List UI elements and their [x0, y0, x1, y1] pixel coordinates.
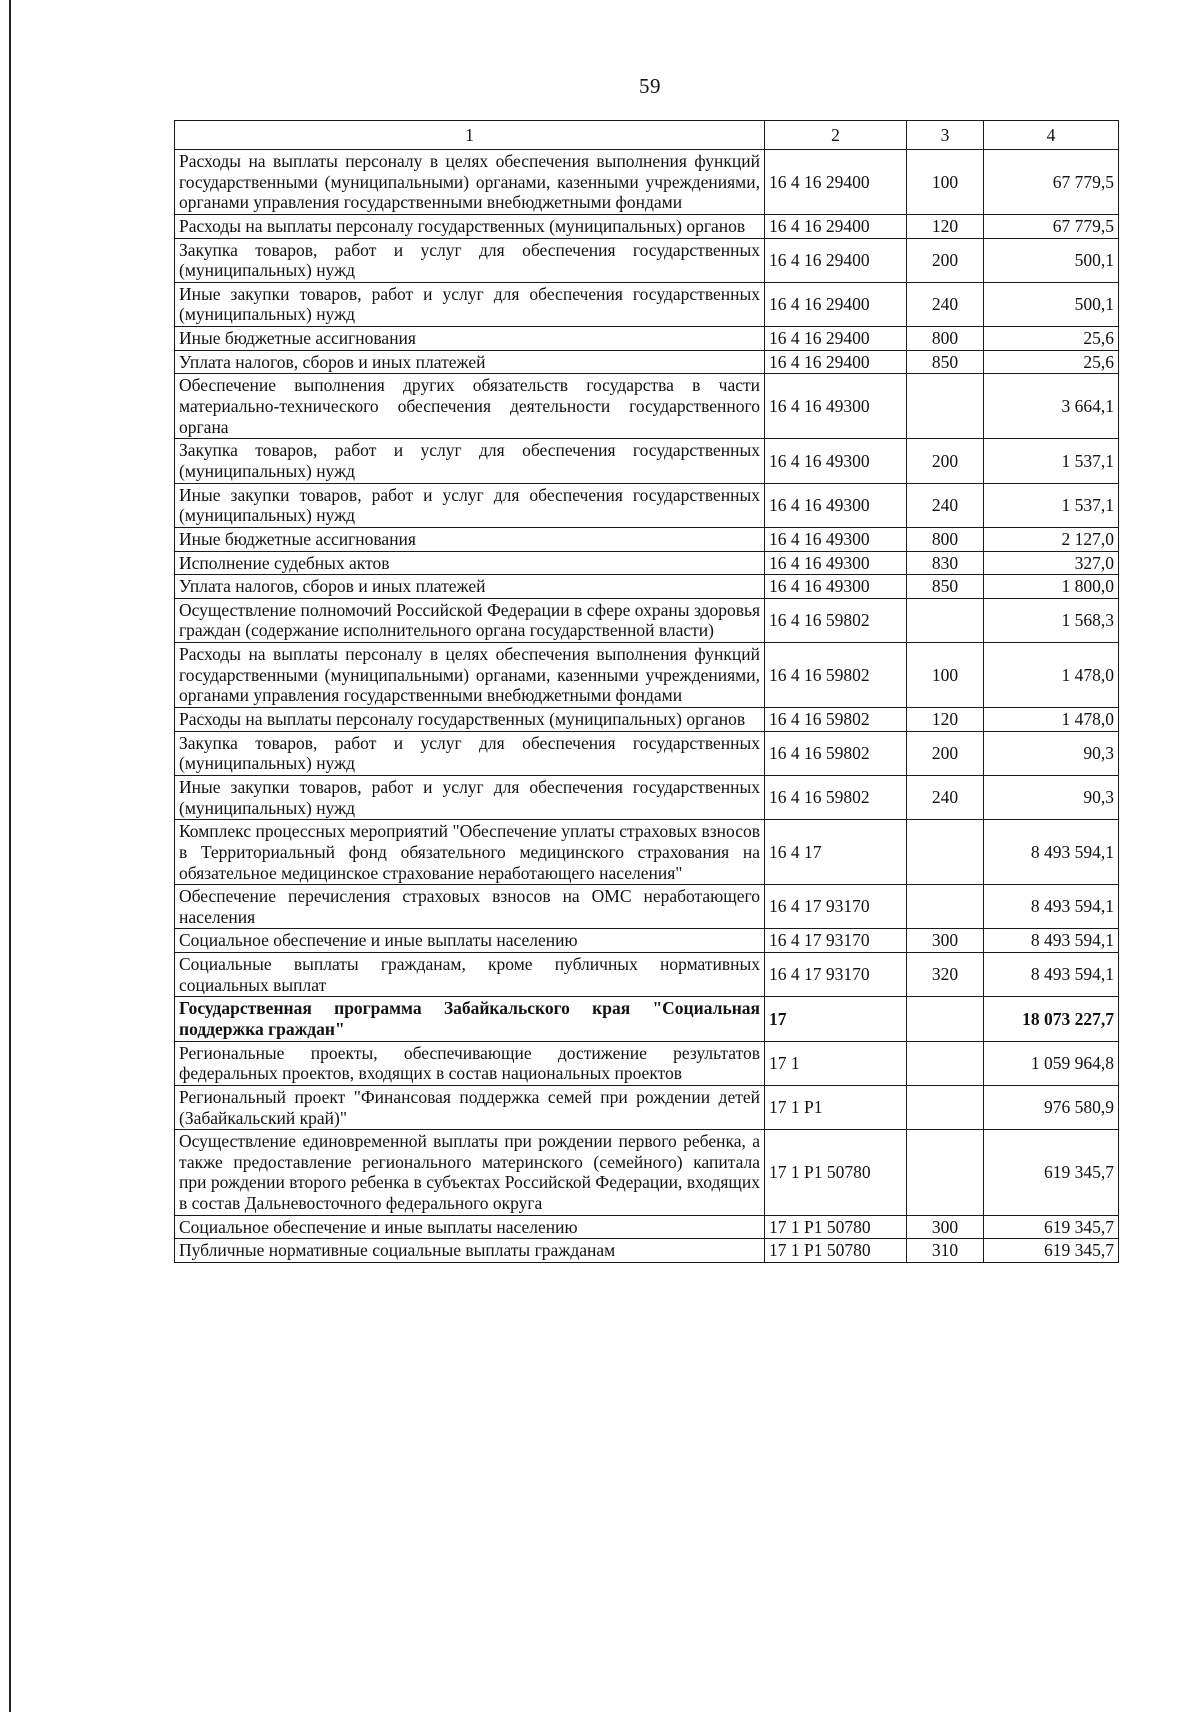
row-target-code: 16 4 16 59802	[765, 598, 907, 642]
row-amount: 67 779,5	[984, 150, 1119, 215]
row-amount: 1 478,0	[984, 708, 1119, 732]
table-row	[175, 820, 1119, 885]
row-description: Осуществление единовременной выплаты при рождении первого ребенка, а также предоставление регионального материнского (семейного) капитала при рождении второго ребенка в субъектах Российской Федерации, входящих в состав Дальневосточного федерального округа	[175, 1130, 765, 1216]
row-description: Обеспечение выполнения других обязательств государства в части материально-технического обеспечения деятельности государственного органа	[175, 374, 765, 439]
row-expense-type: 200	[907, 731, 984, 775]
row-amount: 8 493 594,1	[984, 885, 1119, 929]
table-row	[175, 1239, 1119, 1263]
row-target-code: 16 4 17 93170	[765, 953, 907, 997]
row-amount: 1 800,0	[984, 575, 1119, 599]
row-expense-type: 320	[907, 953, 984, 997]
budget-table	[174, 120, 1119, 1263]
row-amount: 67 779,5	[984, 214, 1119, 238]
row-description: Государственная программа Забайкальского края "Социальная поддержка граждан"	[175, 997, 765, 1041]
row-expense-type: 200	[907, 439, 984, 483]
row-expense-type: 300	[907, 929, 984, 953]
column-header-1: 1	[175, 121, 765, 150]
row-amount: 90,3	[984, 775, 1119, 819]
row-amount: 2 127,0	[984, 527, 1119, 551]
row-amount: 8 493 594,1	[984, 929, 1119, 953]
row-description: Социальное обеспечение и иные выплаты населению	[175, 929, 765, 953]
row-expense-type	[907, 885, 984, 929]
page-number: 59	[639, 74, 661, 98]
table-row	[175, 1215, 1119, 1239]
table-row	[175, 374, 1119, 439]
row-amount: 500,1	[984, 282, 1119, 326]
row-target-code: 16 4 16 29400	[765, 350, 907, 374]
table-row	[175, 997, 1119, 1041]
table-row	[175, 708, 1119, 732]
table-row	[175, 953, 1119, 997]
table-row	[175, 214, 1119, 238]
row-expense-type: 100	[907, 643, 984, 708]
row-description: Региональные проекты, обеспечивающие достижение результатов федеральных проектов, входящих в состав национальных проектов	[175, 1041, 765, 1085]
row-target-code: 17 1 Р1	[765, 1085, 907, 1129]
row-amount: 25,6	[984, 327, 1119, 351]
row-target-code: 16 4 16 29400	[765, 214, 907, 238]
row-expense-type: 850	[907, 350, 984, 374]
table-row	[175, 598, 1119, 642]
row-amount: 18 073 227,7	[984, 997, 1119, 1041]
row-description: Региональный проект "Финансовая поддержка семей при рождении детей (Забайкальский край)"	[175, 1085, 765, 1129]
row-target-code: 17 1 Р1 50780	[765, 1239, 907, 1263]
row-expense-type	[907, 1041, 984, 1085]
column-header-3: 3	[907, 121, 984, 150]
row-description: Комплекс процессных мероприятий "Обеспечение уплаты страховых взносов в Территориальный фонд обязательного медицинского страхования на обязательное медицинское страхование неработающего населения"	[175, 820, 765, 885]
row-description: Осуществление полномочий Российской Федерации в сфере охраны здоровья граждан (содержание исполнительного органа государственной власти)	[175, 598, 765, 642]
row-amount: 8 493 594,1	[984, 953, 1119, 997]
table-row	[175, 282, 1119, 326]
row-description: Расходы на выплаты персоналу в целях обеспечения выполнения функций государственными (муниципальными) органами, казенными учреждениями, органами управления государственными внебюджетными фондами	[175, 643, 765, 708]
row-amount: 90,3	[984, 731, 1119, 775]
row-amount: 619 345,7	[984, 1130, 1119, 1216]
row-amount: 1 478,0	[984, 643, 1119, 708]
row-expense-type: 120	[907, 708, 984, 732]
row-description: Закупка товаров, работ и услуг для обеспечения государственных (муниципальных) нужд	[175, 439, 765, 483]
row-target-code: 16 4 17 93170	[765, 929, 907, 953]
binder-edge-line	[9, 0, 11, 1712]
column-header-4: 4	[984, 121, 1119, 150]
row-expense-type	[907, 1130, 984, 1216]
row-target-code: 16 4 16 49300	[765, 575, 907, 599]
table-row	[175, 350, 1119, 374]
row-target-code: 16 4 16 59802	[765, 708, 907, 732]
row-expense-type	[907, 820, 984, 885]
row-target-code: 16 4 16 49300	[765, 483, 907, 527]
row-target-code: 16 4 16 29400	[765, 150, 907, 215]
row-description: Иные закупки товаров, работ и услуг для обеспечения государственных (муниципальных) нужд	[175, 483, 765, 527]
row-amount: 500,1	[984, 238, 1119, 282]
table-row	[175, 1041, 1119, 1085]
table-row	[175, 551, 1119, 575]
table-row	[175, 150, 1119, 215]
row-description: Социальные выплаты гражданам, кроме публичных нормативных социальных выплат	[175, 953, 765, 997]
row-expense-type: 850	[907, 575, 984, 599]
row-expense-type: 830	[907, 551, 984, 575]
table-row	[175, 483, 1119, 527]
row-amount: 619 345,7	[984, 1215, 1119, 1239]
row-target-code: 17 1 Р1 50780	[765, 1130, 907, 1216]
row-amount: 1 059 964,8	[984, 1041, 1119, 1085]
row-expense-type	[907, 598, 984, 642]
row-description: Расходы на выплаты персоналу в целях обеспечения выполнения функций государственными (муниципальными) органами, казенными учреждениями, органами управления государственными внебюджетными фондами	[175, 150, 765, 215]
row-expense-type: 240	[907, 282, 984, 326]
row-expense-type: 300	[907, 1215, 984, 1239]
row-amount: 327,0	[984, 551, 1119, 575]
row-expense-type: 240	[907, 775, 984, 819]
row-target-code: 17 1 Р1 50780	[765, 1215, 907, 1239]
row-expense-type	[907, 997, 984, 1041]
row-description: Уплата налогов, сборов и иных платежей	[175, 575, 765, 599]
table-row	[175, 929, 1119, 953]
row-expense-type: 800	[907, 527, 984, 551]
row-target-code: 16 4 16 29400	[765, 327, 907, 351]
row-target-code: 16 4 16 59802	[765, 775, 907, 819]
table-row	[175, 575, 1119, 599]
row-amount: 619 345,7	[984, 1239, 1119, 1263]
row-description: Закупка товаров, работ и услуг для обеспечения государственных (муниципальных) нужд	[175, 731, 765, 775]
row-description: Иные закупки товаров, работ и услуг для обеспечения государственных (муниципальных) нужд	[175, 282, 765, 326]
table-row	[175, 775, 1119, 819]
row-expense-type	[907, 1085, 984, 1129]
row-description: Уплата налогов, сборов и иных платежей	[175, 350, 765, 374]
row-target-code: 16 4 17 93170	[765, 885, 907, 929]
row-target-code: 16 4 16 49300	[765, 439, 907, 483]
row-description: Исполнение судебных актов	[175, 551, 765, 575]
row-expense-type: 240	[907, 483, 984, 527]
row-target-code: 17 1	[765, 1041, 907, 1085]
row-target-code: 16 4 16 59802	[765, 643, 907, 708]
row-amount: 1 537,1	[984, 439, 1119, 483]
row-amount: 976 580,9	[984, 1085, 1119, 1129]
row-target-code: 16 4 17	[765, 820, 907, 885]
table-row	[175, 527, 1119, 551]
row-description: Расходы на выплаты персоналу государственных (муниципальных) органов	[175, 708, 765, 732]
table-row	[175, 731, 1119, 775]
table-row	[175, 238, 1119, 282]
row-target-code: 16 4 16 59802	[765, 731, 907, 775]
row-description: Иные бюджетные ассигнования	[175, 527, 765, 551]
row-target-code: 16 4 16 49300	[765, 374, 907, 439]
row-amount: 1 568,3	[984, 598, 1119, 642]
table-row	[175, 327, 1119, 351]
row-expense-type: 100	[907, 150, 984, 215]
row-description: Обеспечение перечисления страховых взносов на ОМС неработающего населения	[175, 885, 765, 929]
row-amount: 25,6	[984, 350, 1119, 374]
row-expense-type: 800	[907, 327, 984, 351]
row-description: Расходы на выплаты персоналу государственных (муниципальных) органов	[175, 214, 765, 238]
row-amount: 3 664,1	[984, 374, 1119, 439]
row-amount: 8 493 594,1	[984, 820, 1119, 885]
row-target-code: 16 4 16 49300	[765, 527, 907, 551]
row-expense-type	[907, 374, 984, 439]
row-expense-type: 310	[907, 1239, 984, 1263]
row-description: Закупка товаров, работ и услуг для обеспечения государственных (муниципальных) нужд	[175, 238, 765, 282]
row-description: Социальное обеспечение и иные выплаты населению	[175, 1215, 765, 1239]
row-target-code: 16 4 16 29400	[765, 282, 907, 326]
table-row	[175, 439, 1119, 483]
row-expense-type: 120	[907, 214, 984, 238]
table-row	[175, 643, 1119, 708]
row-target-code: 16 4 16 49300	[765, 551, 907, 575]
column-header-2: 2	[765, 121, 907, 150]
row-description: Публичные нормативные социальные выплаты гражданам	[175, 1239, 765, 1263]
row-amount: 1 537,1	[984, 483, 1119, 527]
table-row	[175, 1130, 1119, 1216]
table-row	[175, 885, 1119, 929]
row-description: Иные бюджетные ассигнования	[175, 327, 765, 351]
table-row	[175, 1085, 1119, 1129]
row-target-code: 17	[765, 997, 907, 1041]
row-target-code: 16 4 16 29400	[765, 238, 907, 282]
row-expense-type: 200	[907, 238, 984, 282]
table-header-row	[175, 121, 1119, 150]
row-description: Иные закупки товаров, работ и услуг для обеспечения государственных (муниципальных) нужд	[175, 775, 765, 819]
